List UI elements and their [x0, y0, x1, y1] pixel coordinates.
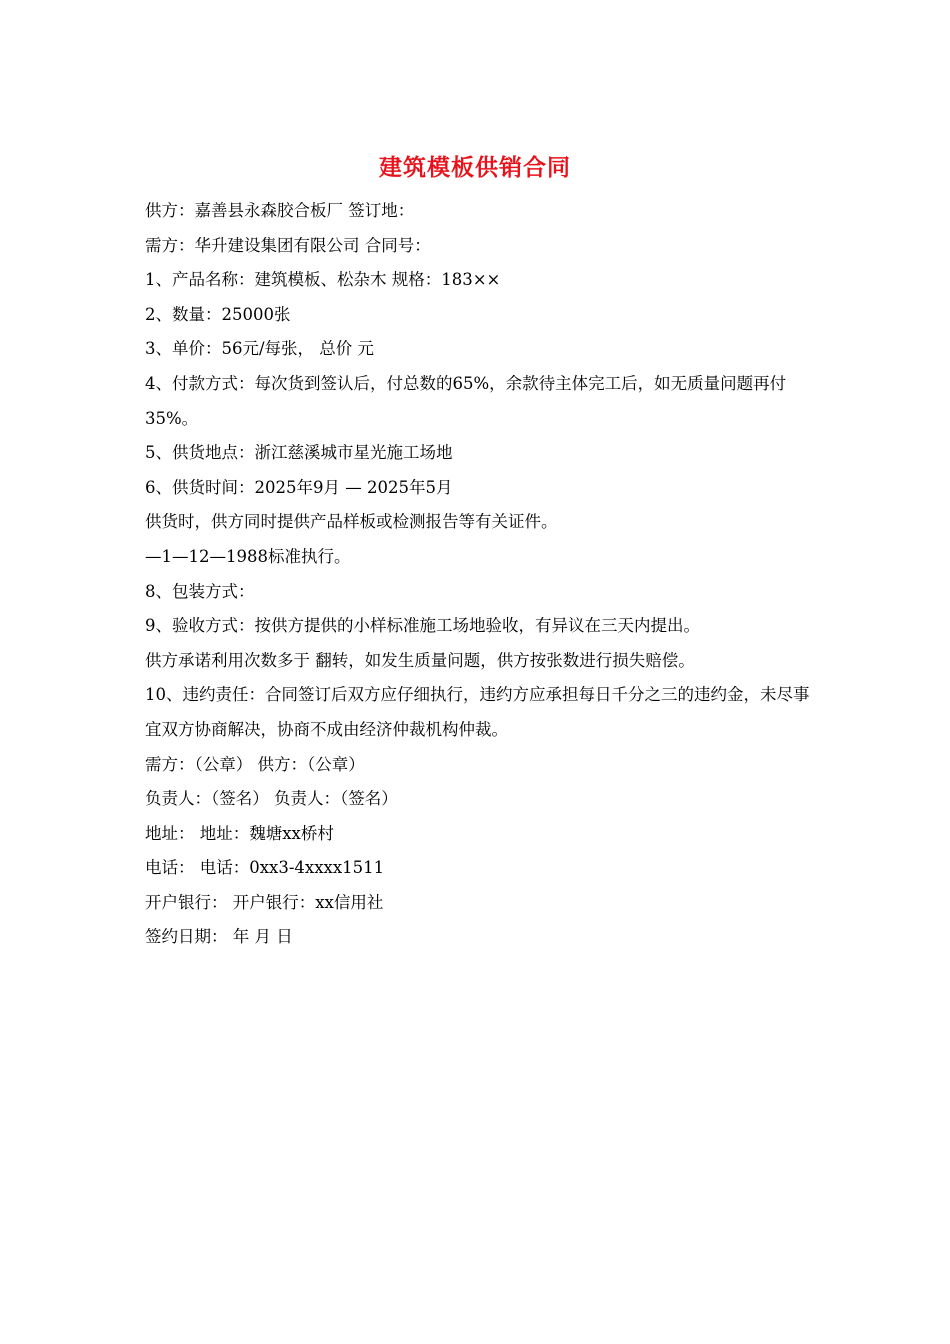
liability-line: 10、违约责任：合同签订后双方应仔细执行，违约方应承担每日千分之三的违约金，未尽事宜双方协商解决，协商不成由经济仲裁机构仲裁。: [145, 685, 810, 739]
supplier-line: 供方：嘉善县永森胶合板厂 签订地：: [145, 201, 415, 220]
address-line: 地址： 地址：魏塘xx桥村: [145, 823, 334, 843]
product-name-line: 1、产品名称：建筑模板、松杂木 规格：183××: [145, 270, 501, 290]
contract-body: [145, 194, 810, 955]
contract-title: 建筑模板供销合同: [379, 155, 571, 181]
payment-method-line: 4、付款方式：每次货到签认后，付总数的65%，余款待主体完工后，如无质量问题再付35%。: [145, 373, 787, 428]
sign-date-line: 签约日期： 年 月 日: [145, 927, 293, 947]
standard-line: —1—12—1988标准执行。: [145, 546, 351, 566]
packaging-line: 8、包装方式：: [145, 581, 255, 601]
buyer-line: 需方：华升建设集团有限公司 合同号：: [145, 235, 431, 255]
phone-line: 电话： 电话：0xx3-4xxxx1511: [145, 858, 385, 878]
quantity-line: 2、数量：25000张: [145, 304, 291, 324]
unit-price-line: 3、单价：56元/每张， 总价 元: [145, 339, 375, 359]
seal-line: 需方：（公章） 供方：（公章）: [145, 754, 365, 774]
delivery-time-line: 6、供货时间：2025年9月 — 2025年5月: [145, 477, 453, 497]
acceptance-line: 9、验收方式：按供方提供的小样标准施工场地验收，有异议在三天内提出。: [145, 616, 700, 636]
bank-line: 开户银行： 开户银行：xx信用社: [145, 892, 384, 912]
guarantee-line: 供方承诺利用次数多于 翻转，如发生质量问题，供方按张数进行损失赔偿。: [145, 650, 695, 670]
delivery-location-line: 5、供货地点：浙江慈溪城市星光施工场地: [145, 443, 453, 463]
signature-line: 负责人：（签名） 负责人：（签名）: [145, 789, 398, 809]
certificate-line: 供货时，供方同时提供产品样板或检测报告等有关证件。: [145, 512, 558, 532]
